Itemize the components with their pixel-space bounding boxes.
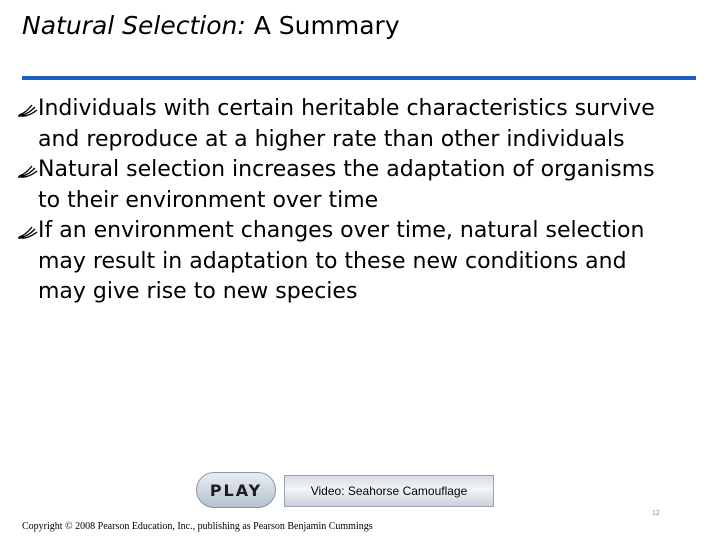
bullet-item (20, 216, 680, 308)
leaf-bullet-icon (18, 164, 38, 178)
bullet-text: Natural selection increases the adaptation of organisms to their environment over time (38, 157, 655, 213)
slide-title (22, 8, 400, 44)
play-button[interactable]: PLAY (196, 472, 276, 508)
title-divider (22, 76, 696, 80)
slide-title-rest: A Summary (253, 11, 400, 40)
video-link[interactable]: Video: Seahorse Camouflage (284, 475, 494, 507)
copyright-notice: Copyright © 2008 Pearson Education, Inc., publishing as Pearson Benjamin Cummings (22, 521, 373, 532)
bullet-item (20, 155, 680, 216)
bullet-item (20, 94, 680, 155)
bullet-list (20, 94, 680, 308)
leaf-bullet-icon (18, 225, 38, 239)
slide-title-italic: Natural Selection: (22, 11, 246, 40)
page-number: 12 (652, 510, 660, 517)
leaf-bullet-icon (18, 103, 38, 117)
bullet-text: If an environment changes over time, natural selection may result in adaptation to these new conditions and may give rise to new species (38, 218, 645, 304)
bullet-text: Individuals with certain heritable characteristics survive and reproduce at a higher rate than other individuals (38, 96, 655, 152)
